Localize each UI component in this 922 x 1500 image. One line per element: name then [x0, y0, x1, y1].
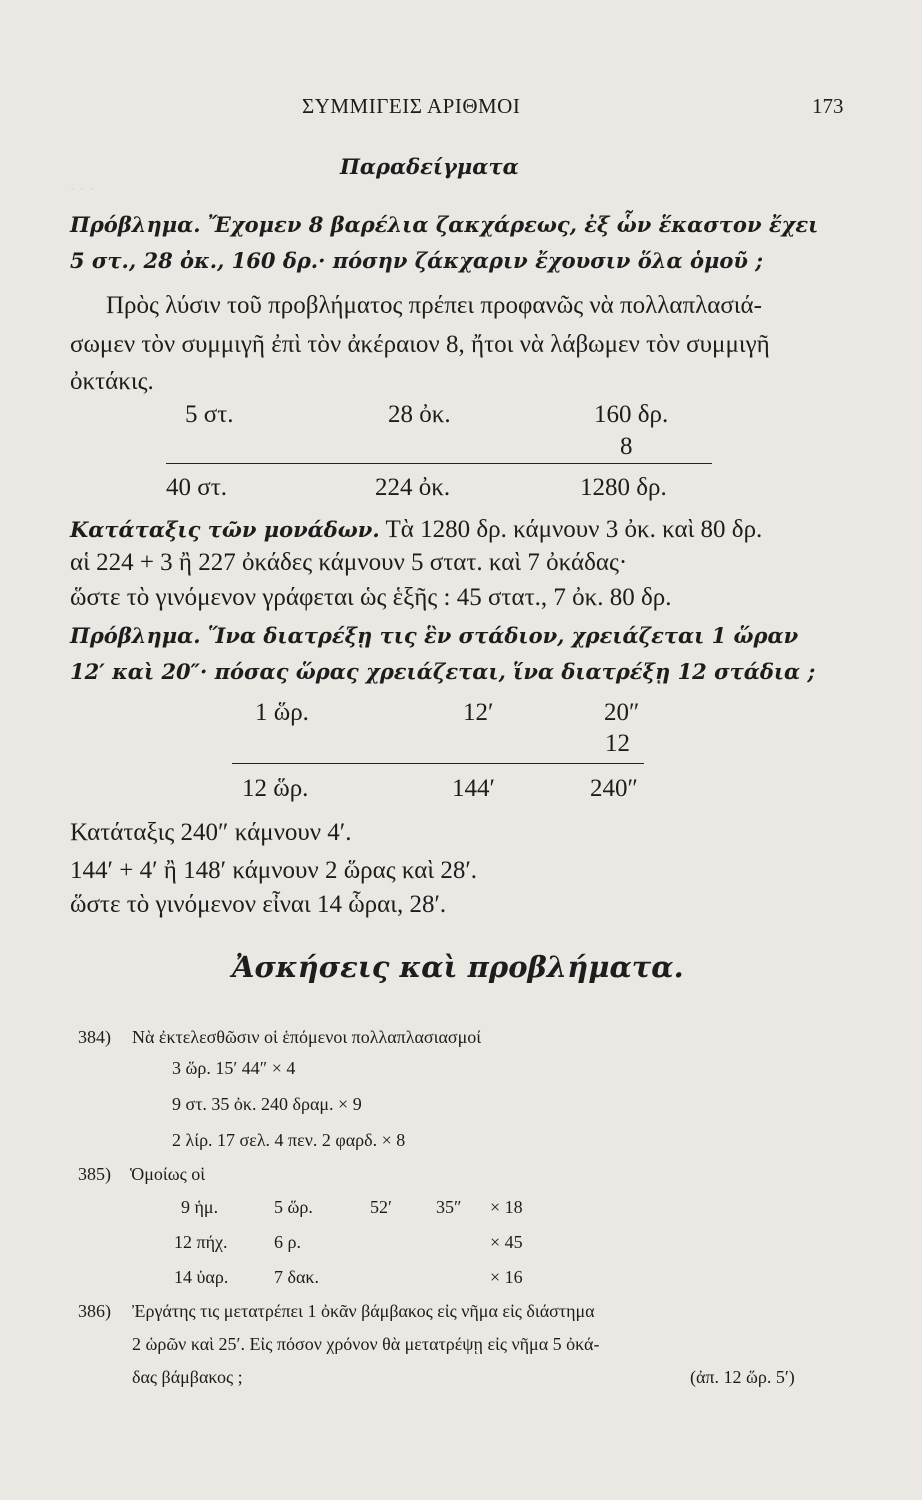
- exercises-heading: Ἀσκήσεις καὶ προβλήματα.: [232, 950, 684, 984]
- ex385-row2-c2: 6 ρ.: [274, 1232, 301, 1252]
- ex385-number: 385): [78, 1164, 111, 1184]
- problem1-statement-line2: 5 στ., 28 ὀκ., 160 δρ.· πόσην ζάκχαριν ἔχουσιν ὅλα ὁμοῦ ;: [70, 248, 763, 273]
- problem2-statement-line2: 12′ καὶ 20″· πόσας ὥρας χρειάζεται, ἵνα διατρέξῃ 12 στάδια ;: [70, 659, 816, 684]
- arrangement1-text: Τὰ 1280 δρ. κάμνουν 3 ὀκ. καὶ 80 δρ.: [379, 516, 763, 543]
- ex385-row3-c2: 7 δακ.: [274, 1267, 319, 1287]
- calc2-result-minutes: 144′: [452, 775, 495, 802]
- ex386-line1: Ἐργάτης τις μετατρέπει 1 ὀκᾶν βάμβακος εἰς νῆμα εἰς διάστημα: [132, 1301, 595, 1321]
- ex386-line2: 2 ὡρῶν καὶ 25′. Εἰς πόσον χρόνον θὰ μετατρέψῃ εἰς νῆμα 5 ὀκά-: [132, 1334, 600, 1354]
- ex384-item-3: 2 λίρ. 17 σελ. 4 πεν. 2 φαρδ. × 8: [172, 1130, 406, 1150]
- calc1-rule: [166, 463, 712, 464]
- calc2-rule: [232, 763, 644, 764]
- arrangement1-line1: [70, 514, 762, 544]
- calc1-multiplier: 8: [620, 433, 633, 460]
- bleed-through-text: · · ·: [70, 180, 94, 198]
- problem2-label: Πρόβλημα.: [70, 623, 201, 648]
- arrangement1-label: Κατάταξις τῶν μονάδων.: [70, 517, 380, 542]
- ex385-row1-c1: 9 ἡμ.: [181, 1197, 219, 1217]
- ex385-row2-c1: 12 πήχ.: [174, 1232, 228, 1252]
- problem1-solution-line1: Πρὸς λύσιν τοῦ προβλήματος πρέπει προφανῶς νὰ πολλαπλασιά-: [106, 292, 762, 319]
- ex385-row1-c4: 35″: [436, 1197, 462, 1217]
- ex385-row1-c5: × 18: [490, 1197, 523, 1217]
- ex385-row3-c1: 14 ὑαρ.: [174, 1267, 229, 1287]
- arrangement1-line3: ὥστε τὸ γινόμενον γράφεται ὡς ἑξῆς : 45 στατ., 7 ὀκ. 80 δρ.: [70, 584, 672, 611]
- calc1-result-drams: 1280 δρ.: [580, 474, 667, 501]
- ex385-text: Ὁμοίως οἱ: [130, 1164, 206, 1184]
- ex384-text: Νὰ ἐκτελεσθῶσιν οἱ ἑπόμενοι πολλαπλασιασμοί: [132, 1027, 482, 1047]
- ex384-item-1: 3 ὥρ. 15′ 44″ × 4: [172, 1058, 296, 1078]
- ex385-row2-c5: × 45: [490, 1232, 523, 1252]
- calc2-row1-hours: 1 ὥρ.: [255, 699, 309, 726]
- calc1-result-stat: 40 στ.: [166, 474, 228, 501]
- calc2-row1-seconds: 20″: [604, 699, 640, 726]
- problem1-solution-line3: ὀκτάκις.: [70, 368, 154, 395]
- calc1-result-oka: 224 ὀκ.: [375, 474, 451, 501]
- calc1-row1-drams: 160 δρ.: [594, 401, 669, 428]
- calc2-result-seconds: 240″: [590, 775, 638, 802]
- arrangement2-line3: ὥστε τὸ γινόμενον εἶναι 14 ὧραι, 28′.: [70, 891, 447, 918]
- calc1-row1-stat: 5 στ.: [185, 401, 234, 428]
- ex385-row1-c3: 52′: [370, 1197, 392, 1217]
- page-number: 173: [812, 94, 844, 118]
- ex385-row3-c5: × 16: [490, 1267, 523, 1287]
- problem1-statement-line1: Ἔχομεν 8 βαρέλια ζακχάρεως, ἐξ ὧν ἕκαστον ἔχει: [200, 212, 819, 237]
- ex385-row1-c2: 5 ὥρ.: [274, 1197, 313, 1217]
- calc2-result-hours: 12 ὥρ.: [242, 775, 309, 802]
- problem2-statement-line1: Ἵνα διατρέξῃ τις ἓν στάδιον, χρειάζεται 1 ὥραν: [200, 623, 799, 648]
- arrangement2-line1: Κατάταξις 240″ κάμνουν 4′.: [70, 819, 352, 846]
- calc2-multiplier: 12: [605, 730, 630, 757]
- ex386-line3: δας βάμβακος ;: [132, 1367, 243, 1387]
- examples-heading: Παραδείγματα: [340, 154, 519, 179]
- ex386-answer: (ἀπ. 12 ὥρ. 5′): [690, 1367, 795, 1387]
- arrangement1-line2: αἱ 224 + 3 ἢ 227 ὀκάδες κάμνουν 5 στατ. καὶ 7 ὀκάδας·: [70, 549, 628, 576]
- problem2-first-line: [70, 623, 798, 648]
- problem1-first-line: [70, 212, 818, 237]
- calc1-row1-oka: 28 ὀκ.: [388, 401, 451, 428]
- calc2-row1-minutes: 12′: [463, 699, 494, 726]
- arrangement2-line2: 144′ + 4′ ἢ 148′ κάμνουν 2 ὥρας καὶ 28′.: [70, 857, 478, 884]
- ex386-number: 386): [78, 1301, 111, 1321]
- problem1-solution-line2: σωμεν τὸν συμμιγῆ ἐπὶ τὸν ἀκέραιον 8, ἤτοι νὰ λάβωμεν τὸν συμμιγῆ: [70, 331, 770, 358]
- ex384-item-2: 9 στ. 35 ὀκ. 240 δραμ. × 9: [172, 1094, 362, 1114]
- problem1-label: Πρόβλημα.: [70, 212, 201, 237]
- running-header-title: ΣΥΜΜΙΓΕΙΣ ΑΡΙΘΜΟΙ: [302, 94, 521, 118]
- ex384-number: 384): [78, 1027, 111, 1047]
